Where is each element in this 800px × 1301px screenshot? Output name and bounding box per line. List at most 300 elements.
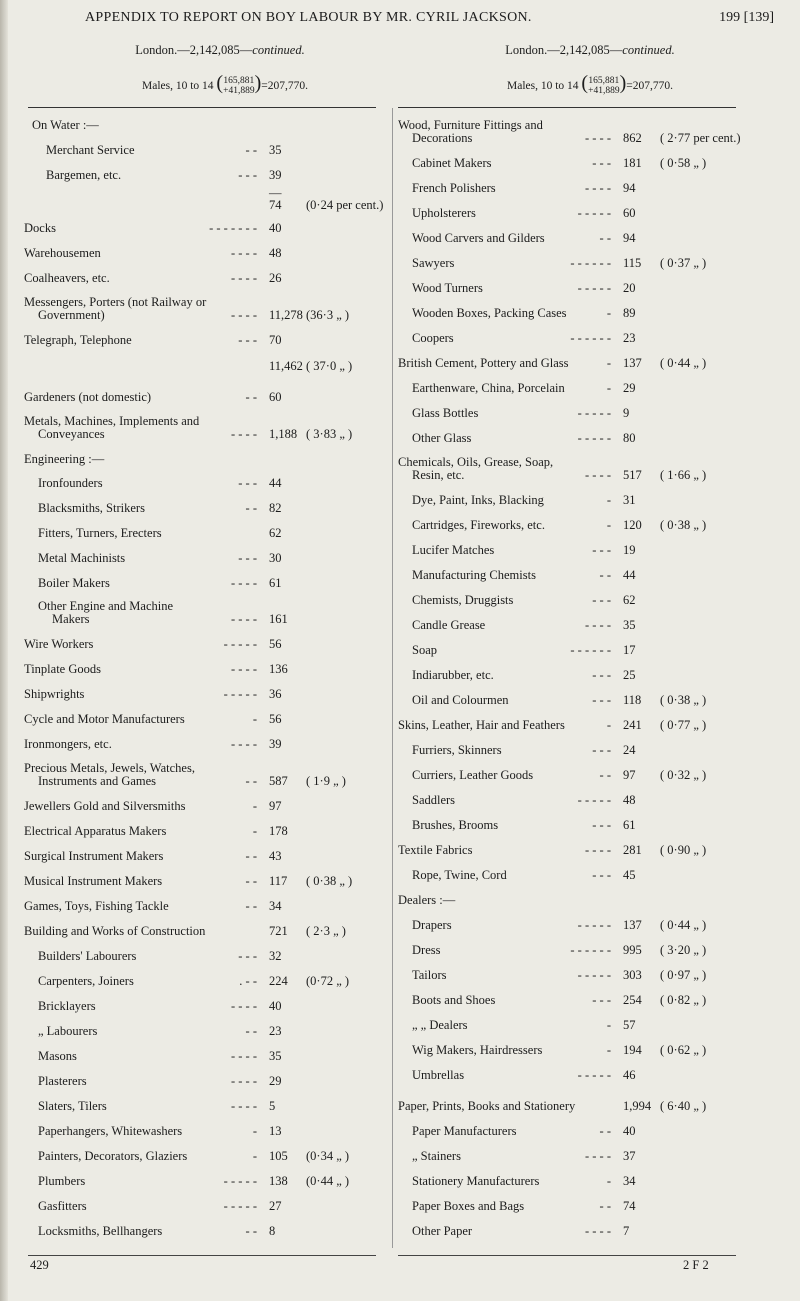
left-column-heading	[30, 43, 410, 58]
table-row	[24, 414, 384, 444]
table-row	[398, 918, 798, 934]
leader-dashes: - -	[245, 874, 257, 888]
count-value: 9	[623, 406, 630, 420]
percentage-value: ( 6·40 „ )	[660, 1099, 707, 1113]
count-value: 34	[623, 1174, 636, 1188]
count-value: 11,462	[269, 359, 303, 373]
count-value: 161	[269, 612, 288, 626]
occupation-label-continued: Government)	[38, 308, 105, 322]
table-row	[24, 1099, 384, 1115]
count-value: 35	[623, 618, 636, 632]
right-heading-continued: continued.	[622, 43, 675, 57]
table-row	[398, 793, 798, 809]
percentage-value: ( 37·0 „ )	[306, 359, 353, 373]
occupation-label: Precious Metals, Jewels, Watches,	[24, 761, 195, 775]
table-row	[24, 168, 384, 184]
percentage-value: ( 0·32 „ )	[660, 768, 707, 782]
leader-dashes: - - - - -	[577, 206, 611, 220]
occupation-label: Other Paper	[412, 1224, 473, 1238]
occupation-label: Jewellers Gold and Silversmiths	[24, 799, 186, 813]
count-value: 35	[269, 143, 282, 157]
occupation-label: Cartridges, Fireworks, etc.	[412, 518, 545, 532]
table-row	[398, 668, 798, 684]
count-value: 281	[623, 843, 642, 857]
table-row	[24, 1074, 384, 1090]
report-title: APPENDIX TO REPORT ON BOY LABOUR BY MR. CYRIL JACKSON.	[85, 10, 532, 25]
count-value: 56	[269, 637, 282, 651]
count-value: 56	[269, 712, 282, 726]
count-value: 74	[623, 1199, 636, 1213]
left-header-rule	[28, 107, 376, 108]
percentage-value: ( 2·3 „ )	[306, 924, 346, 938]
leader-dashes: -	[606, 381, 611, 395]
count-value: 60	[623, 206, 636, 220]
occupation-label: Umbrellas	[412, 1068, 465, 1082]
leader-dashes: - - -	[592, 543, 611, 557]
count-value: 32	[269, 949, 282, 963]
count-value: 19	[623, 543, 636, 557]
count-value: 39	[269, 737, 282, 751]
leader-dashes: -	[606, 718, 611, 732]
leader-dashes: -	[252, 1149, 257, 1163]
occupation-label: Tinplate Goods	[24, 662, 101, 676]
leader-dashes: - -	[599, 768, 611, 782]
count-value: 254	[623, 993, 642, 1007]
left-formula-top: 165,881	[223, 76, 255, 87]
occupation-label: Earthenware, China, Porcelain	[412, 381, 565, 395]
count-value: 46	[623, 1068, 636, 1082]
occupation-label: Plumbers	[38, 1174, 86, 1188]
leader-dashes: -	[606, 518, 611, 532]
percentage-value: (36·3 „ )	[306, 308, 350, 322]
leader-dashes: -	[606, 493, 611, 507]
occupation-label: Slaters, Tilers	[38, 1099, 107, 1113]
table-row	[398, 1018, 798, 1034]
table-row	[398, 893, 798, 909]
table-row	[398, 331, 798, 347]
count-value: —	[269, 186, 282, 200]
leader-dashes: - - - -	[230, 612, 257, 626]
occupation-label: Brushes, Brooms	[412, 818, 499, 832]
occupation-label: Wood, Furniture Fittings and	[398, 118, 543, 132]
occupation-label: Chemists, Druggists	[412, 593, 514, 607]
right-column-heading	[400, 43, 780, 58]
table-row	[24, 221, 384, 237]
table-row	[398, 518, 798, 534]
left-formula-fraction	[223, 76, 254, 96]
percentage-value: ( 0·38 „ )	[306, 874, 353, 888]
occupation-label: Gardeners (not domestic)	[24, 390, 152, 404]
count-value: 94	[623, 181, 636, 195]
occupation-label: „ Stainers	[412, 1149, 461, 1163]
table-row	[24, 1224, 384, 1240]
count-value: 60	[269, 390, 282, 404]
occupation-label: Boiler Makers	[38, 576, 110, 590]
leader-dashes: - - -	[238, 168, 257, 182]
count-value: 178	[269, 824, 288, 838]
leader-dashes: - - - -	[584, 1149, 611, 1163]
table-row	[24, 526, 384, 542]
leader-dashes: - - - - - -	[570, 643, 611, 657]
occupation-label: French Polishers	[412, 181, 496, 195]
leader-dashes: - - - - -	[577, 793, 611, 807]
occupation-label: Docks	[24, 221, 56, 235]
table-row	[24, 637, 384, 653]
percentage-value: ( 3·20 „ )	[660, 943, 707, 957]
occupation-label: Saddlers	[412, 793, 456, 807]
count-value: 137	[623, 918, 642, 932]
percentage-value: ( 2·77 per cent.)	[660, 131, 741, 145]
percentage-value: (0·72 „ )	[306, 974, 350, 988]
occupation-label: Paper, Prints, Books and Stationery	[398, 1099, 576, 1113]
count-value: 1,994	[623, 1099, 652, 1113]
leader-dashes: - - - -	[584, 131, 611, 145]
occupation-label: Glass Bottles	[412, 406, 479, 420]
leader-dashes: - - - -	[230, 662, 257, 676]
right-formula-bottom: +41,889	[588, 86, 620, 97]
leader-dashes: - - - -	[584, 843, 611, 857]
table-row	[24, 1124, 384, 1140]
table-row	[398, 256, 798, 272]
count-value: 62	[623, 593, 636, 607]
leader-dashes: . - -	[239, 974, 257, 988]
occupation-label: Electrical Apparatus Makers	[24, 824, 167, 838]
occupation-label: Soap	[412, 643, 437, 657]
binding-edge	[0, 0, 8, 1301]
leader-dashes: -	[606, 1043, 611, 1057]
table-row	[24, 333, 384, 349]
table-row	[24, 899, 384, 915]
table-row	[24, 687, 384, 703]
table-row	[24, 662, 384, 678]
percentage-value: ( 0·37 „ )	[660, 256, 707, 270]
percentage-value: ( 0·44 „ )	[660, 918, 707, 932]
count-value: 35	[269, 1049, 282, 1063]
table-row	[398, 818, 798, 834]
count-value: 138	[269, 1174, 288, 1188]
leader-dashes: - -	[245, 849, 257, 863]
percentage-value: ( 0·97 „ )	[660, 968, 707, 982]
occupation-label-continued: Makers	[52, 612, 90, 626]
percentage-value: (0·34 „ )	[306, 1149, 350, 1163]
occupation-label: Wire Workers	[24, 637, 94, 651]
count-value: 587	[269, 774, 288, 788]
count-value: 40	[269, 999, 282, 1013]
table-row	[24, 118, 384, 134]
occupation-label: Chemicals, Oils, Grease, Soap,	[398, 455, 554, 469]
left-population-formula: Males, 10 to 14 ( 165,881 +41,889 )=207,770.	[141, 72, 308, 97]
count-value: 181	[623, 156, 642, 170]
leader-dashes: - - - -	[230, 1074, 257, 1088]
count-value: 62	[269, 526, 282, 540]
count-value: 44	[269, 476, 282, 490]
occupation-label-continued: Instruments and Games	[38, 774, 157, 788]
left-heading-number: —2,142,085—	[177, 43, 253, 57]
leader-dashes: - - - - -	[223, 637, 257, 651]
table-row	[24, 452, 384, 468]
left-heading-continued: continued.	[252, 43, 305, 57]
table-row	[398, 768, 798, 784]
occupation-label: Manufacturing Chemists	[412, 568, 536, 582]
leader-dashes: - - - -	[230, 999, 257, 1013]
leader-dashes: - - -	[238, 333, 257, 347]
count-value: 44	[623, 568, 636, 582]
occupation-label: Wood Carvers and Gilders	[412, 231, 545, 245]
table-row	[24, 501, 384, 517]
count-value: 517	[623, 468, 642, 482]
percentage-value: ( 0·58 „ )	[660, 156, 707, 170]
occupation-label: Masons	[38, 1049, 77, 1063]
percentage-value: (0·44 „ )	[306, 1174, 350, 1188]
occupation-label: Other Glass	[412, 431, 472, 445]
leader-dashes: - - - - -	[223, 687, 257, 701]
count-value: 70	[269, 333, 282, 347]
table-row	[24, 712, 384, 728]
occupation-label: Bargemen, etc.	[46, 168, 122, 182]
occupation-label: Musical Instrument Makers	[24, 874, 163, 888]
occupation-label: „ „ Dealers	[412, 1018, 468, 1032]
count-value: 61	[269, 576, 282, 590]
percentage-value: ( 0·44 „ )	[660, 356, 707, 370]
occupation-label: Wood Turners	[412, 281, 483, 295]
occupation-label-continued: Resin, etc.	[412, 468, 465, 482]
leader-dashes: -	[606, 1018, 611, 1032]
count-value: 31	[623, 493, 636, 507]
count-value: 89	[623, 306, 636, 320]
leader-dashes: - -	[245, 1024, 257, 1038]
leader-dashes: - - - -	[230, 271, 257, 285]
count-value: 97	[623, 768, 636, 782]
table-row	[398, 1099, 798, 1115]
count-value: 30	[269, 551, 282, 565]
count-value: 36	[269, 687, 282, 701]
percentage-value: ( 0·77 „ )	[660, 718, 707, 732]
running-head	[0, 10, 800, 30]
leader-dashes: - - - - -	[577, 406, 611, 420]
count-value: 303	[623, 968, 642, 982]
table-row	[398, 1124, 798, 1140]
count-value: 48	[269, 246, 282, 260]
count-value: 40	[269, 221, 282, 235]
table-row	[398, 718, 798, 734]
count-value: 43	[269, 849, 282, 863]
occupation-label: Ironfounders	[38, 476, 103, 490]
occupation-label: Cycle and Motor Manufacturers	[24, 712, 185, 726]
table-row	[24, 799, 384, 815]
right-header-rule	[398, 107, 736, 108]
occupation-label: Dress	[412, 943, 441, 957]
table-row	[398, 381, 798, 397]
table-row	[24, 761, 384, 791]
count-value: 862	[623, 131, 642, 145]
table-row	[24, 576, 384, 592]
left-formula-prefix: Males, 10 to 14	[141, 80, 214, 92]
count-value: 37	[623, 1149, 636, 1163]
leader-dashes: - -	[245, 774, 257, 788]
occupation-label: Oil and Colourmen	[412, 693, 509, 707]
occupation-label: Boots and Shoes	[412, 993, 496, 1007]
occupation-label: Building and Works of Construction	[24, 924, 206, 938]
percentage-value: ( 3·83 „ )	[306, 427, 353, 441]
occupation-label: Warehousemen	[24, 246, 101, 260]
count-value: 5	[269, 1099, 276, 1113]
percentage-value: ( 1·66 „ )	[660, 468, 707, 482]
count-value: 24	[623, 743, 636, 757]
occupation-label: Paper Manufacturers	[412, 1124, 517, 1138]
right-formula-result: =207,770.	[626, 80, 673, 92]
percentage-value: ( 0·82 „ )	[660, 993, 707, 1007]
occupation-label: Tailors	[412, 968, 447, 982]
table-row	[398, 1149, 798, 1165]
count-value: 34	[269, 899, 282, 913]
right-formula-prefix: Males, 10 to 14	[506, 80, 579, 92]
leader-dashes: - - - - -	[577, 968, 611, 982]
leader-dashes: - - -	[238, 551, 257, 565]
table-row	[398, 455, 798, 485]
percentage-value: (0·24 per cent.)	[306, 198, 384, 212]
count-value: 136	[269, 662, 288, 676]
leader-dashes: - - - -	[230, 1099, 257, 1113]
occupation-label: Textile Fabrics	[398, 843, 473, 857]
occupation-label: Metal Machinists	[38, 551, 126, 565]
occupation-label: Stationery Manufacturers	[412, 1174, 540, 1188]
count-value: 995	[623, 943, 642, 957]
table-row	[24, 143, 384, 159]
leader-dashes: - - - - - -	[570, 256, 611, 270]
leader-dashes: - -	[245, 899, 257, 913]
occupation-label: Dye, Paint, Inks, Blacking	[412, 493, 544, 507]
occupation-label: Furriers, Skinners	[412, 743, 502, 757]
leader-dashes: -	[606, 306, 611, 320]
occupation-label: Sawyers	[412, 256, 455, 270]
table-row	[24, 246, 384, 262]
table-row	[24, 599, 384, 629]
occupation-label: Merchant Service	[46, 143, 135, 157]
table-row	[24, 999, 384, 1015]
leader-dashes: - - - -	[584, 468, 611, 482]
leader-dashes: - - -	[592, 743, 611, 757]
count-value: 115	[623, 256, 642, 270]
table-row	[24, 924, 384, 940]
count-value: 27	[269, 1199, 282, 1213]
count-value: 97	[269, 799, 282, 813]
count-value: 224	[269, 974, 288, 988]
table-row	[398, 593, 798, 609]
count-value: 82	[269, 501, 282, 515]
occupation-label: Painters, Decorators, Glaziers	[38, 1149, 188, 1163]
occupation-label: Indiarubber, etc.	[412, 668, 494, 682]
count-value: 48	[623, 793, 636, 807]
count-value: 74	[269, 198, 282, 212]
table-row	[398, 1068, 798, 1084]
table-row	[398, 118, 798, 148]
occupation-label: Messengers, Porters (not Railway or	[24, 295, 207, 309]
table-row	[398, 843, 798, 859]
leader-dashes: - - -	[592, 868, 611, 882]
leader-dashes: - - -	[238, 949, 257, 963]
right-formula-top: 165,881	[588, 76, 620, 87]
table-row	[398, 968, 798, 984]
table-row	[398, 693, 798, 709]
left-formula-result: =207,770.	[261, 80, 308, 92]
occupation-label: Skins, Leather, Hair and Feathers	[398, 718, 565, 732]
table-row	[24, 1149, 384, 1165]
leader-dashes: -	[252, 799, 257, 813]
left-heading-city: London.	[135, 43, 178, 57]
table-row	[398, 431, 798, 447]
leader-dashes: - - -	[592, 693, 611, 707]
leader-dashes: - - - -	[584, 1224, 611, 1238]
table-row	[24, 849, 384, 865]
count-value: 61	[623, 818, 636, 832]
occupation-label: Shipwrights	[24, 687, 85, 701]
count-value: 20	[623, 281, 636, 295]
page-number: 199 [139]	[719, 10, 774, 25]
percentage-value: ( 0·38 „ )	[660, 693, 707, 707]
leader-dashes: -	[606, 1174, 611, 1188]
occupation-label-continued: Conveyances	[38, 427, 105, 441]
right-heading-city: London.	[505, 43, 548, 57]
percentage-value: ( 1·9 „ )	[306, 774, 346, 788]
right-footer-rule	[398, 1255, 736, 1256]
table-row	[24, 390, 384, 406]
occupation-label: Locksmiths, Bellhangers	[38, 1224, 163, 1238]
count-value: 194	[623, 1043, 642, 1057]
count-value: 117	[269, 874, 288, 888]
occupation-label: Engineering :—	[24, 452, 105, 466]
leader-dashes: - - -	[592, 593, 611, 607]
table-row	[24, 1199, 384, 1215]
occupation-label: Lucifer Matches	[412, 543, 495, 557]
table-row	[398, 868, 798, 884]
table-row	[24, 198, 384, 214]
table-row	[24, 551, 384, 567]
table-row	[398, 618, 798, 634]
table-row	[398, 568, 798, 584]
occupation-label: British Cement, Pottery and Glass	[398, 356, 569, 370]
leader-dashes: - - - -	[230, 246, 257, 260]
leader-dashes: - -	[245, 390, 257, 404]
table-row	[398, 943, 798, 959]
table-row	[398, 156, 798, 172]
count-value: 7	[623, 1224, 630, 1238]
count-value: 57	[623, 1018, 636, 1032]
occupation-label: Paper Boxes and Bags	[412, 1199, 525, 1213]
table-row	[398, 1174, 798, 1190]
occupation-label: Upholsterers	[412, 206, 476, 220]
leader-dashes: - -	[599, 1199, 611, 1213]
table-row	[24, 295, 384, 325]
table-row	[24, 824, 384, 840]
leader-dashes: - -	[245, 501, 257, 515]
leader-dashes: - - -	[592, 818, 611, 832]
footer-left-number: 429	[30, 1258, 49, 1272]
occupation-label: Coalheavers, etc.	[24, 271, 110, 285]
occupation-label: Drapers	[412, 918, 452, 932]
occupation-label: Wig Makers, Hairdressers	[412, 1043, 543, 1057]
table-row	[398, 643, 798, 659]
count-value: 26	[269, 271, 282, 285]
table-row	[398, 281, 798, 297]
table-row	[398, 306, 798, 322]
table-row	[398, 493, 798, 509]
percentage-value: ( 0·62 „ )	[660, 1043, 707, 1057]
table-row	[398, 993, 798, 1009]
leader-dashes: - -	[599, 568, 611, 582]
leader-dashes: - - - -	[230, 1049, 257, 1063]
right-population-formula: Males, 10 to 14 ( 165,881 +41,889 )=207,770.	[506, 72, 673, 97]
occupation-label: Wooden Boxes, Packing Cases	[412, 306, 567, 320]
